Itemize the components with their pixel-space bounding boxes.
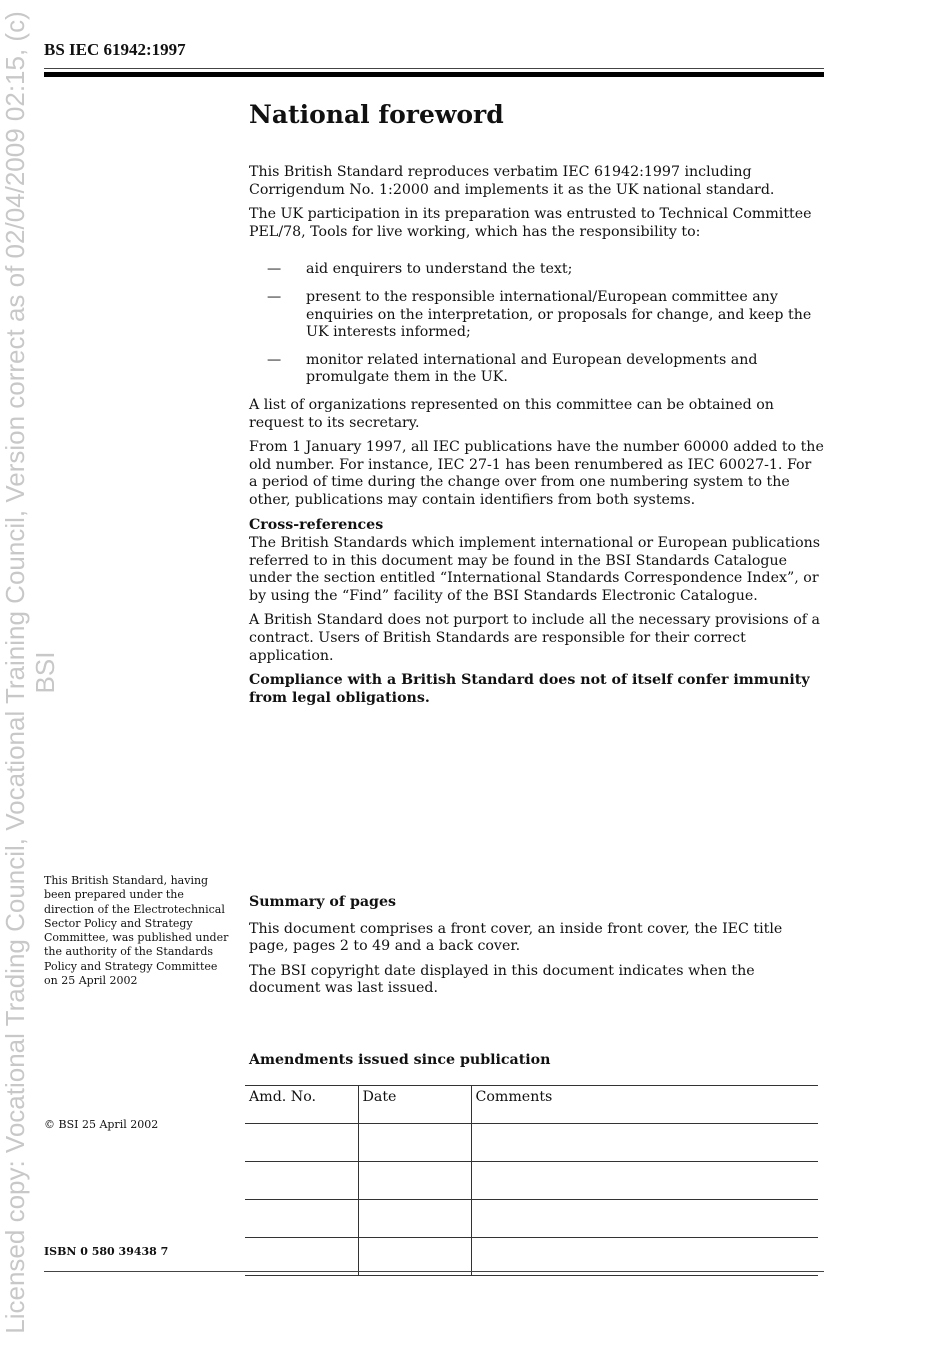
table-cell xyxy=(245,1124,358,1162)
dash-bullet: — xyxy=(267,288,282,305)
paragraph-reproduces: This British Standard reproduces verbatim IEC 61942:1997 including Corrigendum No. 1:2000 and implements it as the UK national standard. xyxy=(249,164,775,198)
column-header-comments: Comments xyxy=(471,1086,818,1124)
list-item xyxy=(249,261,824,279)
column-header-amd-no: Amd. No. xyxy=(245,1086,358,1124)
amendments-table xyxy=(245,1085,818,1276)
table-cell xyxy=(471,1162,818,1200)
paragraph-crossref: The British Standards which implement international or European publications referred to in this document may be found in the BSI Standards Catalogue under the section entitled “International Standards Correspondence Index”, or by using the “Find” facility of the BSI Standards Electronic Catalogue. xyxy=(249,535,821,604)
table-cell xyxy=(245,1162,358,1200)
table-row xyxy=(245,1200,818,1238)
paragraph-participation: The UK participation in its preparation was entrusted to Technical Committee PEL/78, Tools for live working, which has the responsibility to: xyxy=(249,206,812,240)
table-cell xyxy=(245,1200,358,1238)
table-row xyxy=(245,1162,818,1200)
table-cell xyxy=(471,1200,818,1238)
watermark-line-1: Licensed copy: Vocational Trading Council, Vocational Training Council, Version correct as of 02/04/2009 02:15, (c) xyxy=(0,11,30,1334)
column-header-date: Date xyxy=(358,1086,471,1124)
copyright-notice: © BSI 25 April 2002 xyxy=(44,1118,159,1131)
table-cell xyxy=(471,1238,818,1276)
list-item-text: aid enquirers to understand the text; xyxy=(306,261,573,278)
table-cell xyxy=(358,1162,471,1200)
list-item xyxy=(249,289,824,342)
table-row xyxy=(245,1238,818,1276)
amendments-heading: Amendments issued since publication xyxy=(249,1052,551,1068)
summary-paragraph-copyright: The BSI copyright date displayed in this document indicates when the document was last issued. xyxy=(249,962,755,997)
list-item xyxy=(249,352,824,387)
license-watermark xyxy=(0,0,70,1345)
summary-paragraph-pages: This document comprises a front cover, an inside front cover, the IEC title page, pages 2 to 49 and a back cover. xyxy=(249,920,783,955)
sidebar-publication-note: This British Standard, having been prepared under the direction of the Electrotechnical Sector Policy and Strategy Committee, was published under the authority of the Standards Policy and Strategy Committee on 25 April 2002 xyxy=(44,874,229,988)
page-title: National foreword xyxy=(249,100,504,129)
foreword-body xyxy=(249,164,824,714)
paragraph-provisions: A British Standard does not purport to include all the necessary provisions of a contract. Users of British Standards are responsible for their correct application. xyxy=(249,612,820,664)
header-thin-rule xyxy=(44,68,824,69)
table-cell xyxy=(358,1200,471,1238)
footer-rule xyxy=(44,1271,824,1272)
document-id-header: BS IEC 61942:1997 xyxy=(44,40,186,59)
paragraph-compliance: Compliance with a British Standard does not of itself confer immunity from legal obligations. xyxy=(249,672,810,706)
table-row xyxy=(245,1124,818,1162)
paragraph-numbering: From 1 January 1997, all IEC publications have the number 60000 added to the old number. For instance, IEC 27-1 has been renumbered as IEC 60027-1. For a period of time during the change over from one numbering system to the other, publications may contain identifiers from both systems. xyxy=(249,439,824,508)
list-item-text: monitor related international and European developments and promulgate them in the UK. xyxy=(306,351,758,386)
table-cell xyxy=(358,1238,471,1276)
list-item-text: present to the responsible international/European committee any enquiries on the interpretation, or proposals for change, and keep the UK interests informed; xyxy=(306,288,812,341)
table-cell xyxy=(358,1124,471,1162)
crossref-heading: Cross-references xyxy=(249,516,384,533)
table-cell xyxy=(245,1238,358,1276)
isbn-number: ISBN 0 580 39438 7 xyxy=(44,1245,169,1258)
header-thick-rule xyxy=(44,72,824,77)
table-header-row xyxy=(245,1086,818,1124)
table-cell xyxy=(471,1124,818,1162)
dash-bullet: — xyxy=(267,351,282,368)
paragraph-committee-list: A list of organizations represented on this committee can be obtained on request to its secretary. xyxy=(249,396,774,431)
responsibility-list xyxy=(249,261,824,387)
watermark-line-2: BSI xyxy=(30,651,60,694)
summary-section xyxy=(249,894,824,1005)
dash-bullet: — xyxy=(267,261,282,278)
summary-heading: Summary of pages xyxy=(249,894,396,910)
